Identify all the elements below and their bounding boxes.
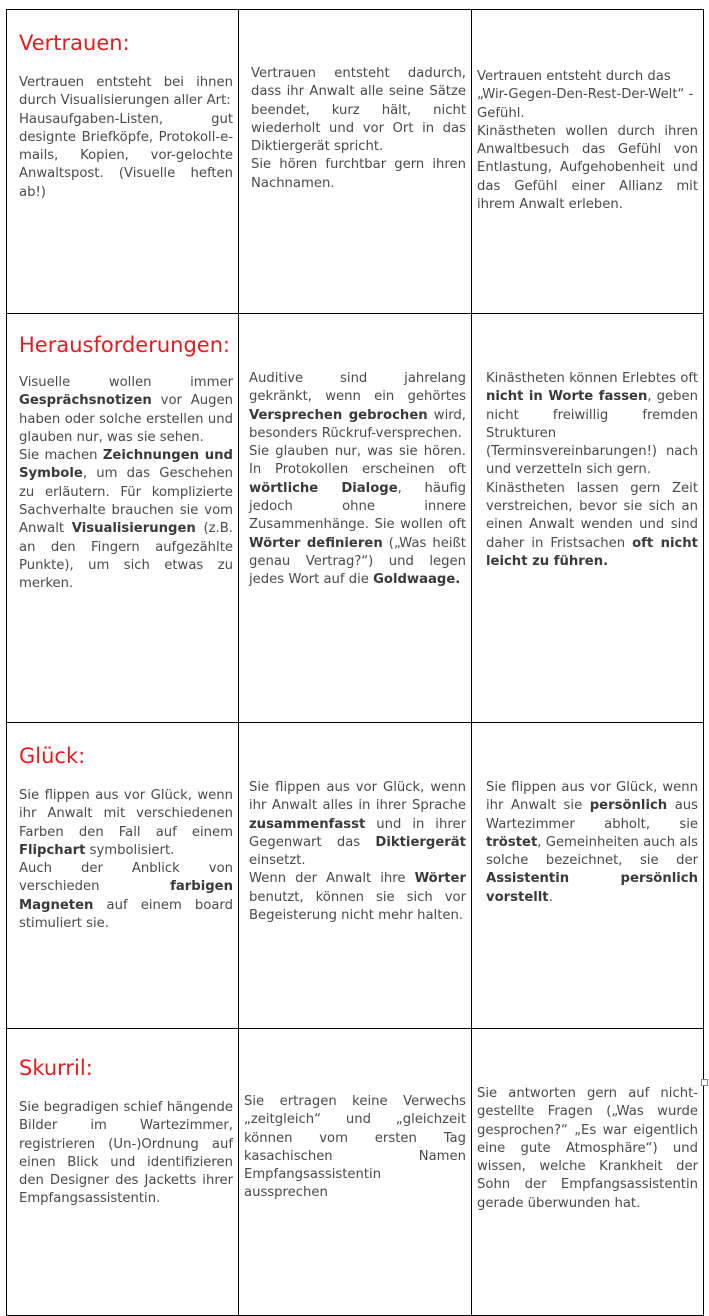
cell-text	[477, 68, 698, 214]
paragraph: Sie flippen aus vor Glück, wenn ihr Anwalt alles in ihrer Sprache zusammenfasst und in ihrer Gegenwart das Diktiergerät einsetzt.	[249, 780, 466, 869]
paragraph: Sie glauben nur, was sie hören. In Protokollen erscheinen oft wörtliche Dialoge, häufig jedoch ohne innere Zusammenhänge. Sie wollen oft Wörter definieren („Was heißt genau Vertrag?“) und legen jedes Wort auf die Goldwaage.	[249, 444, 466, 588]
cell-text	[486, 370, 698, 571]
paragraph: Sie hören furchtbar gern ihren Nachnamen.	[251, 157, 466, 191]
cell-herausforderungen-kinaesthetisch	[472, 314, 704, 723]
paragraph: Vertrauen entsteht dadurch, dass ihr Anwalt alle seine Sätze beendet, kurz hält, nicht wiederholt und vor Ort in das Diktiergerät spricht.	[251, 66, 466, 155]
paragraph: Kinästheten können Erlebtes oft nicht in Worte fassen, geben nicht freiwillig fremden Strukturen (Terminsvereinbarungen!) nach und verzetteln sich gern.	[486, 371, 698, 478]
cell-text	[249, 370, 466, 590]
paragraph: Sie flippen aus vor Glück, wenn ihr Anwalt mit verschiedenen Farben den Fall auf einem Flipchart symbolisiert.	[19, 788, 233, 858]
cell-glueck-visual	[7, 723, 239, 1029]
cell-text	[251, 65, 466, 193]
cell-vertrauen-visual	[7, 10, 239, 314]
cell-skurril-auditiv	[239, 1029, 472, 1316]
cell-text	[249, 779, 466, 925]
table-resize-handle[interactable]	[701, 1079, 708, 1086]
cell-text	[19, 74, 233, 202]
section-heading-glueck: Glück:	[19, 744, 86, 768]
paragraph: Sie machen Zeichnungen und Symbole, um das Geschehen zu erläutern. Für komplizierte Sachverhalte brauchen sie vom Anwalt Visualisierungen (z.B. an den Fingern aufgezählte Punkte), um sich etwas zu merken.	[19, 448, 233, 592]
paragraph: Kinästheten lassen gern Zeit verstreichen, bevor sie sich an einen Anwalt wenden und sind daher in Fristsachen oft nicht leicht zu führen.	[486, 480, 698, 569]
cell-text	[19, 374, 233, 594]
section-heading-vertrauen: Vertrauen:	[19, 31, 130, 55]
cell-skurril-kinaesthetisch	[472, 1029, 704, 1316]
table-row-herausforderungen	[7, 314, 704, 723]
paragraph: Auditive sind jahrelang gekränkt, wenn ein gehörtes Versprechen gebrochen wird, besonders Rückruf-versprechen.	[249, 371, 466, 441]
cell-glueck-auditiv	[239, 723, 472, 1029]
section-heading-herausforderungen: Herausforderungen:	[19, 333, 231, 357]
cell-text	[19, 1099, 233, 1209]
table-row-vertrauen	[7, 10, 704, 314]
cell-vertrauen-kinaesthetisch	[472, 10, 704, 314]
cell-text	[19, 787, 233, 933]
cell-skurril-visual	[7, 1029, 239, 1316]
paragraph: Vertrauen entsteht bei ihnen durch Visualisierungen aller Art:	[19, 75, 233, 109]
table-row-glueck	[7, 723, 704, 1029]
cell-text	[486, 779, 698, 907]
paragraph: Visuelle wollen immer Gesprächsnotizen vor Augen haben oder solche erstellen und glauben nur, was sie sehen.	[19, 375, 233, 445]
cell-text	[244, 1093, 466, 1203]
paragraph: Kinästheten wollen durch ihren Anwaltbesuch das Gefühl von Entlastung, Aufgehobenheit und das Gefühl einer Allianz mit ihrem Anwalt erleben.	[477, 123, 698, 213]
paragraph: Sie ertragen keine Verwechs „zeitgleich“ und „gleichzeit können vom ersten Tag kasachischen Namen Empfangsassistentin aussprechen	[244, 1094, 466, 1201]
table-row-skurril	[7, 1029, 704, 1316]
paragraph: Hausaufgaben-Listen, gut designte Briefköpfe, Protokoll-e-mails, Kopien, vor-gelochte Anwaltspost. (Visuelle heften ab!)	[19, 111, 233, 200]
paragraph: Wenn der Anwalt ihre Wörter benutzt, können sie sich vor Begeisterung nicht mehr halten.	[249, 871, 466, 924]
cell-herausforderungen-visual	[7, 314, 239, 723]
content-table	[6, 9, 704, 1316]
paragraph: Auch der Anblick von verschieden farbigen Magneten auf einem board stimuliert sie.	[19, 861, 233, 932]
paragraph: Sie antworten gern auf nicht-gestellte Fragen („Was wurde gesprochen?“ „Es war eigentlich eine gute Atmosphäre“) und wissen, welche Krankheit der Sohn der Empfangsassistentin gerade überwunden hat.	[477, 1086, 698, 1211]
cell-herausforderungen-auditiv	[239, 314, 472, 723]
paragraph: Sie flippen aus vor Glück, wenn ihr Anwalt sie persönlich aus Wartezimmer abholt, sie tröstet, Gemeinheiten auch als solche bezeichnet, sie der Assistentin persönlich vorstellt.	[486, 780, 698, 905]
cell-text	[477, 1085, 698, 1213]
paragraph: Sie begradigen schief hängende Bilder im Wartezimmer, registrieren (Un-)Ordnung auf einen Blick und identifizieren den Designer des Jacketts ihrer Empfangsassistentin.	[19, 1100, 233, 1207]
paragraph: Vertrauen entsteht durch das „Wir-Gegen-Den-Rest-Der-Welt“ - Gefühl.	[477, 69, 694, 121]
cell-vertrauen-auditiv	[239, 10, 472, 314]
section-heading-skurril: Skurril:	[19, 1056, 93, 1080]
cell-glueck-kinaesthetisch	[472, 723, 704, 1029]
